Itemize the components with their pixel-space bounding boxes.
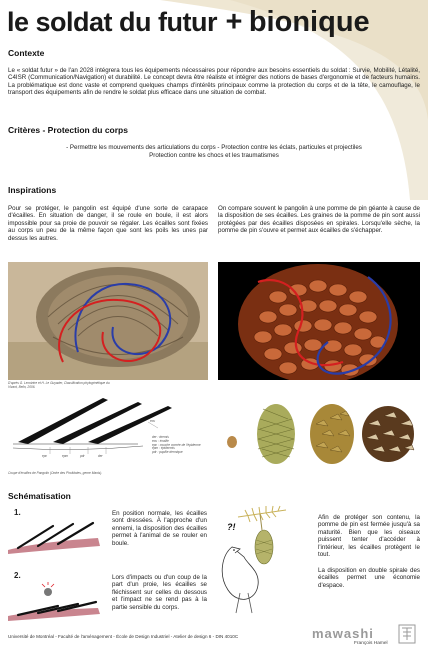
schema-scales-normal xyxy=(8,520,108,555)
title-part2: bionique xyxy=(248,6,370,38)
schema-text-2: Lors d'impacts ou d'un coup de la part d'un proie, les écailles se fléchissent sur celles du dessous et l'impact ne se rend pas à la partie sensible du corps. xyxy=(112,574,207,611)
criteres-heading: Critères - Protection du corps xyxy=(8,125,128,135)
schema-scales-impact xyxy=(8,582,108,622)
photo-credit: D'après G. Lecointre et H. Le Guyader, Classification phylogénétique du Vivant, Belin, 2006. xyxy=(8,381,110,389)
diagram-legend xyxy=(152,436,208,455)
author-name: François Hamel xyxy=(354,641,388,646)
step-1-number: 1. xyxy=(14,508,21,517)
legend-epm: epm : épidermis xyxy=(152,446,175,451)
legend-der: der : dermis xyxy=(152,435,169,439)
legend-epc: epc : couche cornée de l'épiderme xyxy=(152,442,201,447)
legend-ecu: ecu : écaille xyxy=(152,438,169,443)
brand-logo-text: mawashi xyxy=(312,626,374,641)
criteres-line2: Protection contre les chocs et les traumatismes xyxy=(149,152,279,159)
step-2-number: 2. xyxy=(14,571,21,580)
schema-text-4: La disposition en double spirale des écailles permet une économie d'espace. xyxy=(318,567,420,589)
label-pdr: pdr xyxy=(80,454,85,458)
legend-pdr: pdr : papille dermique xyxy=(152,450,183,455)
label-epm: epm xyxy=(62,454,69,458)
label-ecu: ecu xyxy=(150,419,156,423)
schema-text-1: En position normale, les écailles sont dressées. À l'approche d'un ennemi, la disposition des écailles permet à l'animal de se rouler en boule. xyxy=(112,510,207,547)
pangolin-photo xyxy=(8,262,208,380)
diagram-caption: Coupe d'écailles de Pangolin (Ordre des Pholidotes, genre Manis). xyxy=(8,471,103,475)
bird-surprise-mark: ?! xyxy=(227,522,236,532)
pinecones-stages xyxy=(218,394,420,466)
label-epc: epc xyxy=(42,454,48,458)
title-plus: + xyxy=(225,6,243,38)
schematisation-heading: Schématisation xyxy=(8,491,71,501)
label-der: der xyxy=(98,454,103,458)
footer-text: Université de Montréal - Faculté de l'aménagement - École de Design Industriel - Atelier de design 6 - DIN 4010C xyxy=(8,634,239,639)
contexte-heading: Contexte xyxy=(8,48,45,58)
pinecone-text: On compare souvent le pangolin à une pomme de pin géante à cause de la disposition de ses écailles. Les graines de la pomme de pin sont aussi protégées par des écailles disposées en spirales. Lorsqu'elle sèche, la pomme de pin s'ouvre et permet aux écailles de s'échapper. xyxy=(218,205,420,235)
poster-title xyxy=(7,6,370,39)
inspirations-heading: Inspirations xyxy=(8,185,57,195)
schema-text-3: Afin de protéger son contenu, la pomme de pin est fermée jusqu'à sa maturité. Bien que les oiseaux puissent tenter d'accéder à l'intérieur, les écailles protègent le tout. xyxy=(318,514,420,559)
open-cone xyxy=(362,406,414,462)
brand-emblem-icon xyxy=(398,624,416,644)
title-part1: le soldat du futur xyxy=(7,7,217,37)
pangolin-text: Pour se protéger, le pangolin est équipé d'une sorte de carapace d'écailles. En situation de danger, il se roule en boule, il est alors impossible pour sa proie de pouvoir se régaler. Les écailles sont fixées au corps un peu de la même façon que sont les poils les unes par dessus les autres. xyxy=(8,205,208,242)
closed-cone xyxy=(257,404,295,464)
pinecone-photo xyxy=(218,262,420,380)
half-open-cone xyxy=(310,404,354,464)
contexte-text: Le « soldat futur » de l'an 2028 intégrera tous les équipements nécessaires pour répondre aux besoins essentiels du soldat : Survie, Mobilité, Létalité, C4ISR (Communication/Navigation) et durabilité. Le concept devra être réaliste et intégrer des notions de bases d'ergonomie et de facteurs humains. La problématique est donc vaste et comprend quelques champs d'intérêts principaux comme la protection du corps et de la tête, le camouflage, le transport des équipements afin de rendre le soldat plus efficace dans une situation de combat. xyxy=(8,67,420,97)
criteres-line1: - Permettre les mouvements des articulations du corps - Protection contre les éclats, particules et projectiles xyxy=(66,144,362,151)
